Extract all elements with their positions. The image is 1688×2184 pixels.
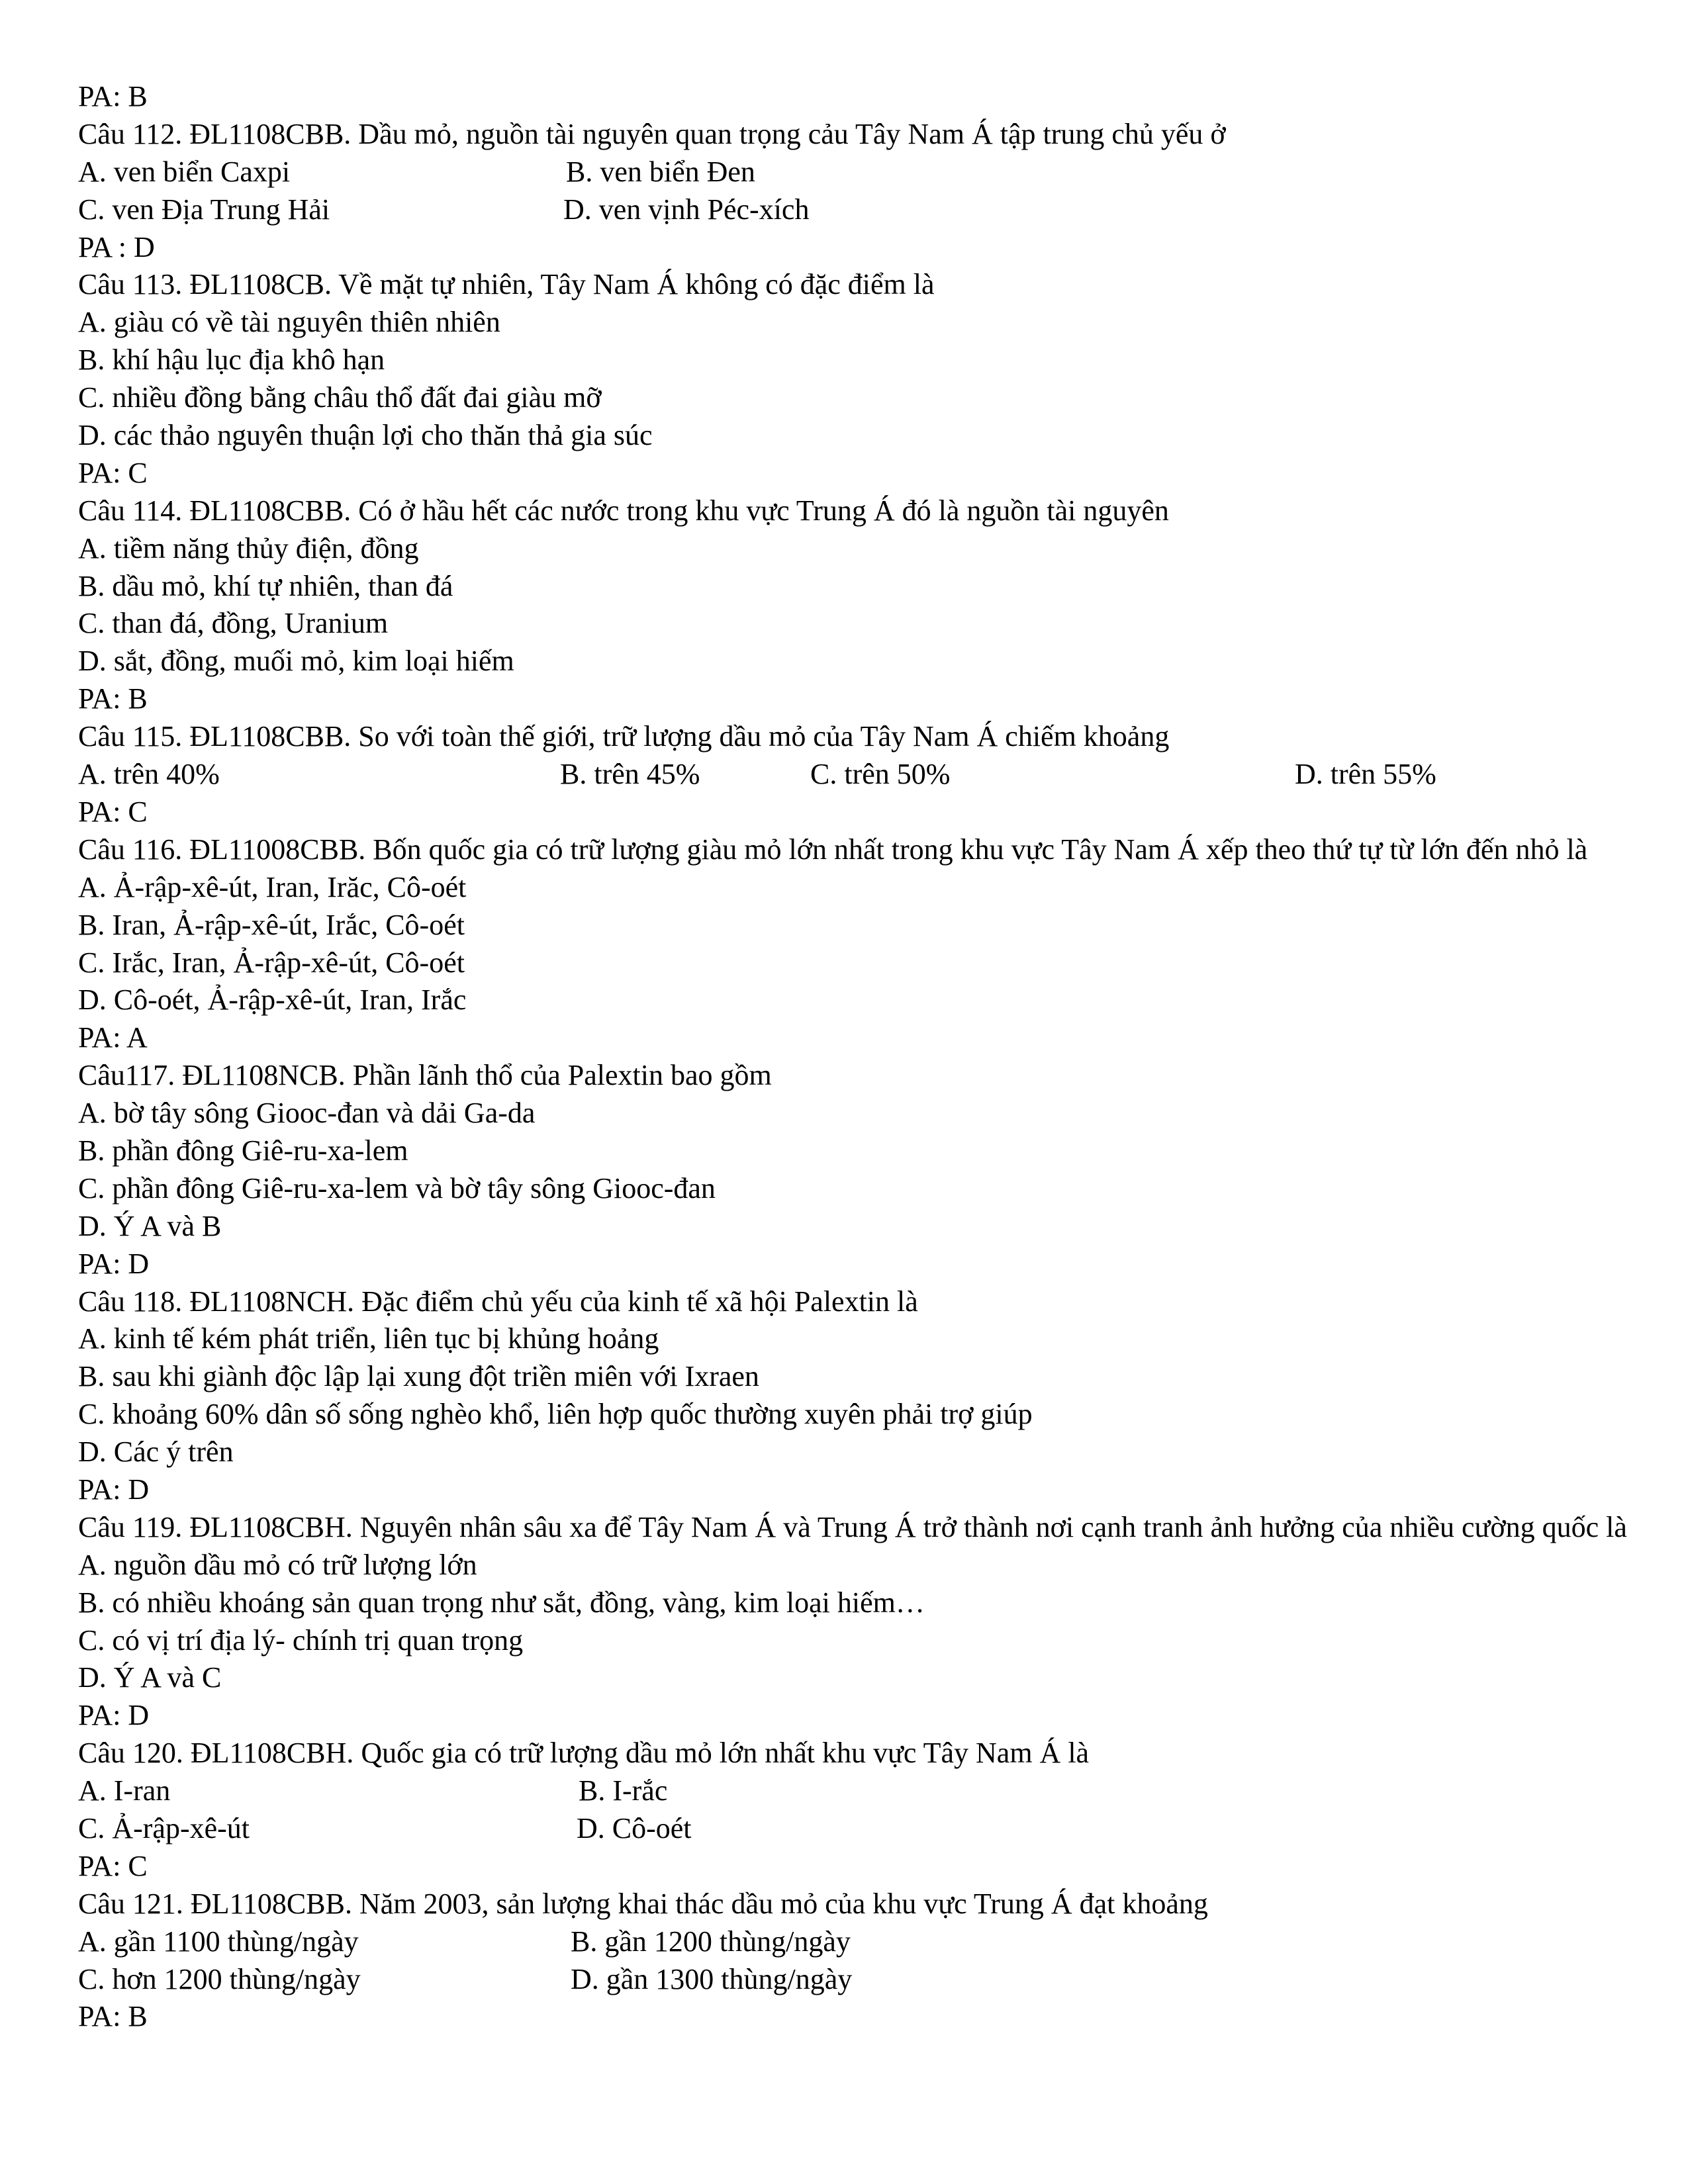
option-b: B. khí hậu lục địa khô hạn [78,343,385,377]
answer-line: PA : D [78,230,155,263]
options-row [78,1810,1627,1848]
document-page [78,78,1627,2036]
option-b: B. dầu mỏ, khí tự nhiên, than đá [78,569,453,602]
option-b: B. có nhiều khoáng sản quan trọng như sắt, đồng, vàng, kim loại hiếm… [78,1586,925,1619]
option-a: A. giàu có về tài nguyên thiên nhiên [78,306,500,339]
option-d: D. trên 55% [1295,758,1436,791]
option-a: A. trên 40% [78,758,220,791]
answer-line: PA: D [78,1247,150,1280]
question-115: Câu 115. ĐL1108CBB. So với toàn thế giới, trữ lượng dầu mỏ của Tây Nam Á chiếm khoảng [78,720,1170,753]
option-d: D. Ý A và B [78,1209,222,1242]
options-row [78,1961,1627,1999]
option-a: A. ven biển Caxpi [78,155,291,188]
answer-line: PA: A [78,1021,148,1054]
options-row [78,756,1627,794]
answer-line: PA: C [78,1849,148,1882]
question-119: Câu 119. ĐL1108CBH. Nguyên nhân sâu xa để Tây Nam Á và Trung Á trở thành nơi cạnh tranh ảnh hưởng của nhiều cường quốc là [78,1510,1627,1543]
option-b: B. I-rắc [579,1774,668,1807]
option-b: B. Iran, Ả-rập-xê-út, Irắc, Cô-oét [78,908,465,941]
option-c: C. Irắc, Iran, Ả-rập-xê-út, Cô-oét [78,946,465,979]
option-c: C. phần đông Giê-ru-xa-lem và bờ tây sông Giooc-đan [78,1171,716,1205]
answer-line: PA: D [78,1473,150,1506]
option-d: D. Cô-oét, Ả-rập-xê-út, Iran, Irắc [78,983,467,1017]
answer-line: PA: C [78,795,148,828]
option-c: C. hơn 1200 thùng/ngày [78,1962,361,1995]
option-a: A. kinh tế kém phát triển, liên tục bị khủng hoảng [78,1322,659,1355]
option-d: D. Cô-oét [577,1812,692,1844]
option-b: B. trên 45% [560,758,700,791]
question-120: Câu 120. ĐL1108CBH. Quốc gia có trữ lượng dầu mỏ lớn nhất khu vực Tây Nam Á là [78,1737,1090,1770]
option-b: B. phần đông Giê-ru-xa-lem [78,1134,408,1167]
option-d: D. Ý A và C [78,1661,222,1694]
option-a: A. Ả-rập-xê-út, Iran, Irăc, Cô-oét [78,870,467,903]
answer-line: PA: B [78,80,148,113]
option-d: D. gần 1300 thùng/ngày [571,1962,853,1995]
options-row [78,1772,1627,1810]
option-a: A. bờ tây sông Giooc-đan và dải Ga-da [78,1097,536,1130]
option-a: A. nguồn dầu mỏ có trữ lượng lớn [78,1548,477,1581]
option-c: C. trên 50% [810,758,951,791]
question-118: Câu 118. ĐL1108NCH. Đặc điểm chủ yếu của kinh tế xã hội Palextin là [78,1285,918,1318]
option-b: B. gần 1200 thùng/ngày [571,1925,851,1958]
option-c: C. than đá, đồng, Uranium [78,607,389,640]
options-row [78,191,1627,229]
question-117: Câu117. ĐL1108NCB. Phần lãnh thổ của Palextin bao gồm [78,1059,772,1092]
options-row [78,1923,1627,1961]
option-c: C. Ả-rập-xê-út [78,1812,250,1844]
option-a: A. I-ran [78,1774,171,1807]
options-row [78,154,1627,191]
question-113: Câu 113. ĐL1108CB. Về mặt tự nhiên, Tây Nam Á không có đặc điểm là [78,268,935,301]
option-d: D. các thảo nguyên thuận lợi cho thăn thả gia súc [78,419,653,452]
answer-line: PA: D [78,1699,150,1732]
option-c: C. có vị trí địa lý- chính trị quan trọng [78,1623,524,1657]
option-d: D. Các ý trên [78,1435,234,1469]
answer-line: PA: B [78,2000,148,2033]
question-116: Câu 116. ĐL11008CBB. Bốn quốc gia có trữ lượng giàu mỏ lớn nhất trong khu vực Tây Nam Á xếp theo thứ tự từ lớn đến nhỏ là [78,833,1588,866]
question-114: Câu 114. ĐL1108CBB. Có ở hầu hết các nước trong khu vực Trung Á đó là nguồn tài nguyên [78,494,1169,527]
question-121: Câu 121. ĐL1108CBB. Năm 2003, sản lượng khai thác dầu mỏ của khu vực Trung Á đạt khoảng [78,1887,1208,1920]
option-d: D. ven vịnh Péc-xích [563,193,810,226]
option-b: B. ven biển Đen [566,155,755,188]
option-c: C. ven Địa Trung Hải [78,193,330,226]
question-112: Câu 112. ĐL1108CBB. Dầu mỏ, nguồn tài nguyên quan trọng cảu Tây Nam Á tập trung chủ yếu ở [78,117,1226,150]
option-b: B. sau khi giành độc lập lại xung đột triền miên với Ixraen [78,1360,759,1393]
option-c: C. khoảng 60% dân số sống nghèo khổ, liên hợp quốc thường xuyên phải trợ giúp [78,1398,1033,1431]
option-a: A. tiềm năng thủy điện, đồng [78,531,419,565]
option-c: C. nhiều đồng bằng châu thổ đất đai giàu mỡ [78,381,602,414]
option-a: A. gần 1100 thùng/ngày [78,1925,359,1958]
answer-line: PA: B [78,682,148,715]
option-d: D. sắt, đồng, muối mỏ, kim loại hiếm [78,645,514,678]
answer-line: PA: C [78,456,148,489]
